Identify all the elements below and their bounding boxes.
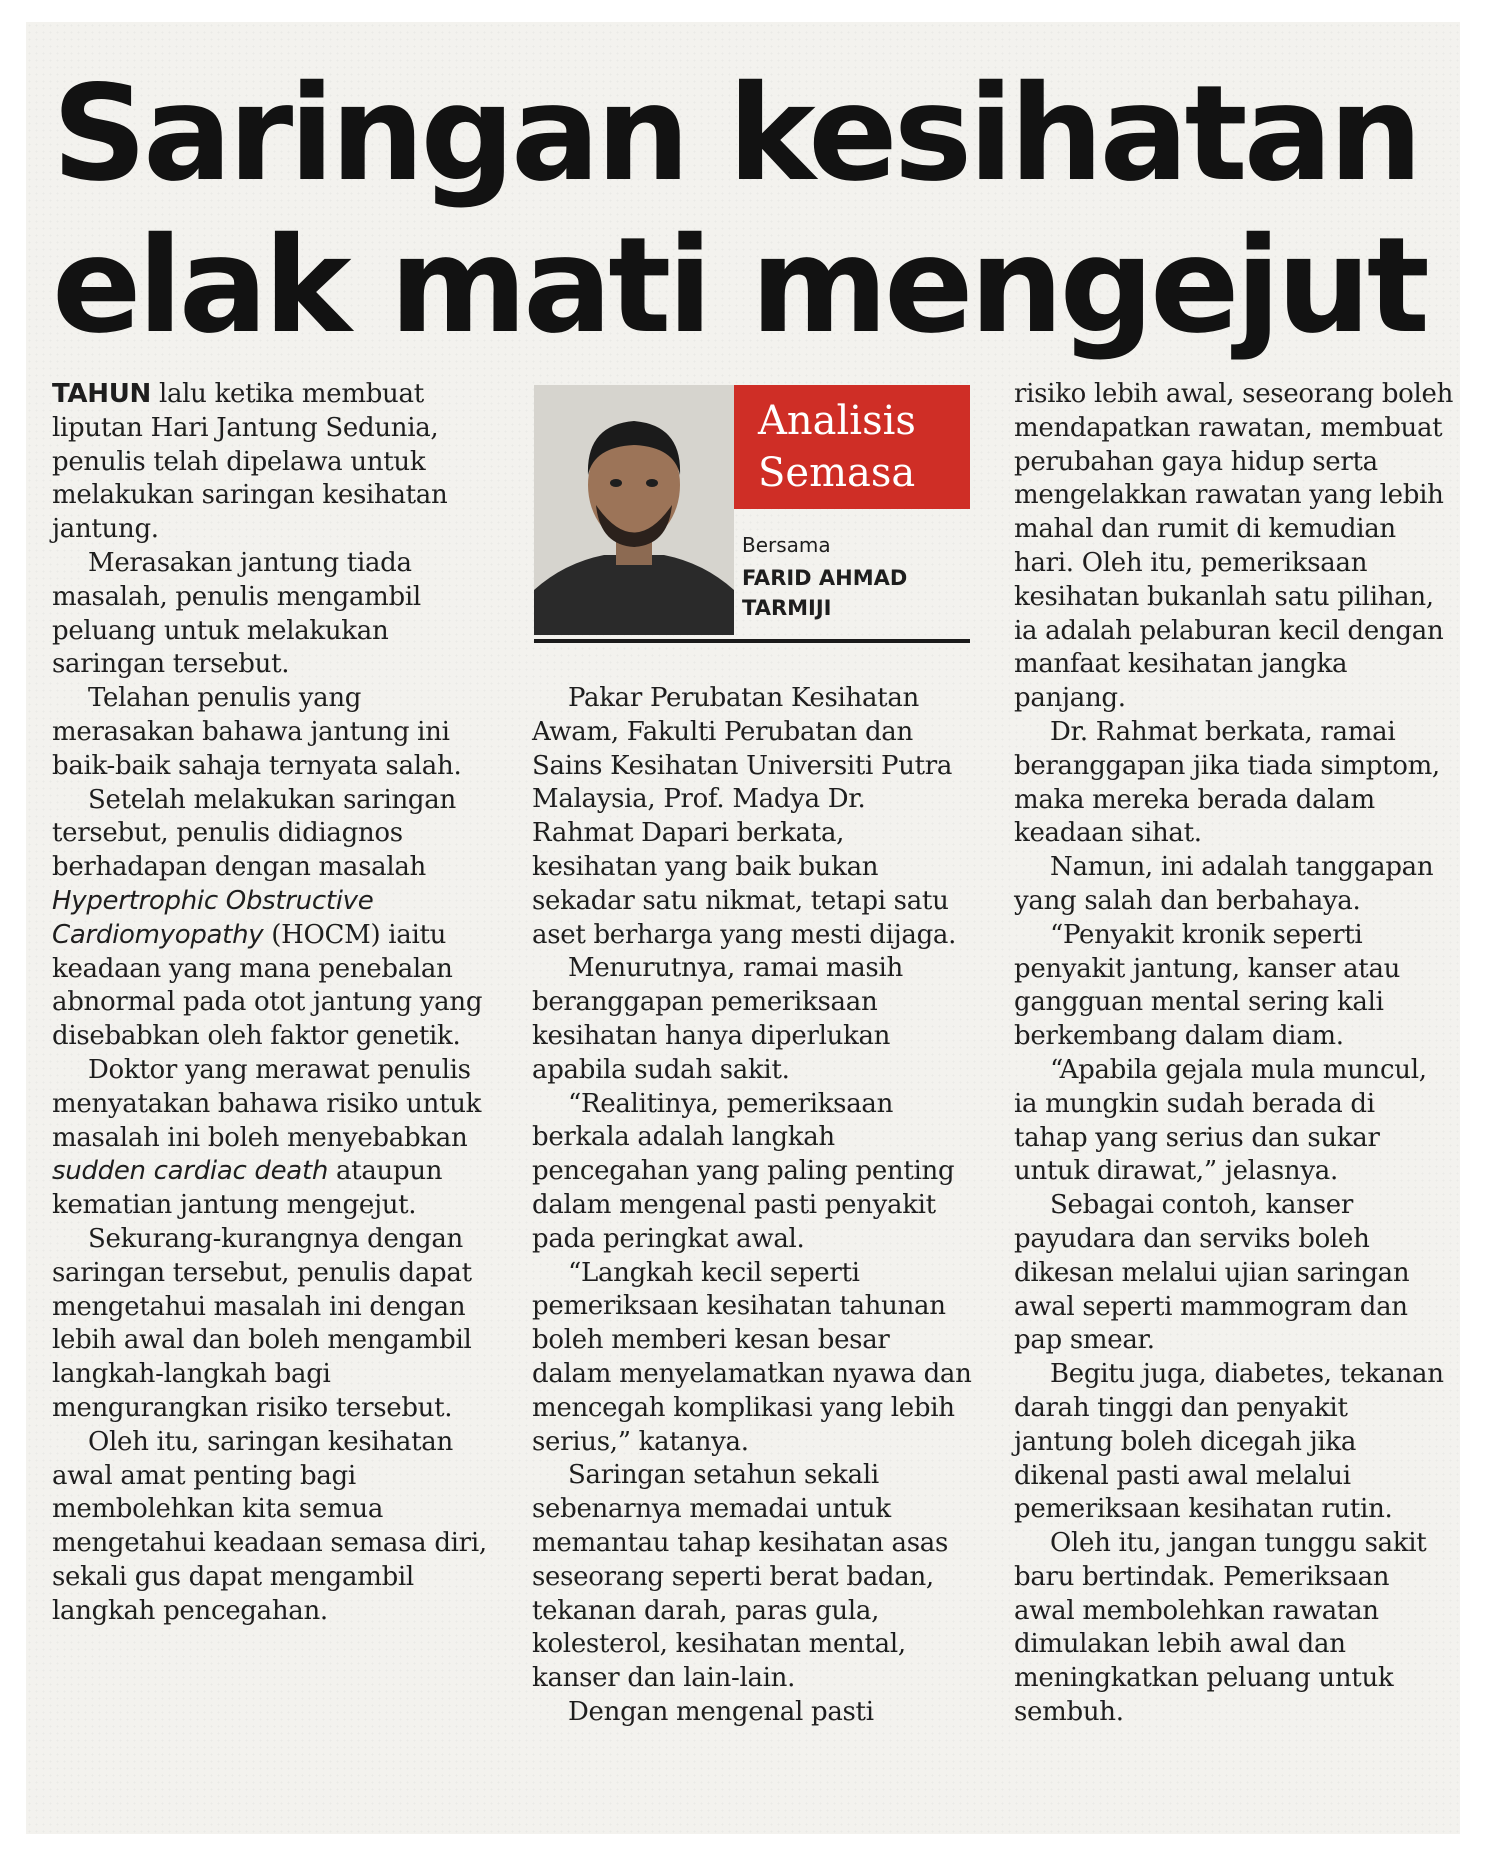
headline (52, 57, 1426, 363)
article-column-2 (532, 682, 972, 1730)
headline-line-2: elak mati mengejut (52, 209, 1426, 363)
column-title-box (734, 385, 970, 509)
column-badge (534, 385, 970, 643)
paragraph: Dengan mengenal pasti (568, 1696, 874, 1727)
paragraph-text: ataupun kematian jantung mengejut. (52, 1156, 443, 1221)
paragraph (52, 1054, 492, 1223)
paragraph: Dr. Rahmat berkata, ramai beranggapan jika tiada simptom, maka mereka berada dalam keadaan sihat. (1014, 716, 1440, 849)
paragraph (52, 378, 492, 547)
paragraph: Oleh itu, saringan kesihatan awal amat penting bagi membolehkan kita semua mengetahui keadaan semasa diri, sekali gus dapat mengambil langkah pencegahan. (52, 1426, 487, 1626)
paragraph: “Langkah kecil seperti pemeriksaan kesihatan tahunan boleh memberi kesan besar dalam menyelamatkan nyawa dan mencegah komplikasi yang lebih serius,” katanya. (532, 1257, 972, 1457)
medical-term: sudden cardiac death (52, 1156, 329, 1187)
paragraph: Menurutnya, ramai masih beranggapan pemeriksaan kesihatan hanya diperlukan apabila sudah sakit. (532, 953, 903, 1085)
article-column-3 (1014, 378, 1454, 1730)
paragraph: “Apabila gejala mula muncul, ia mungkin sudah berada di tahap yang serius dan sukar untuk dirawat,” jelasnya. (1014, 1054, 1427, 1187)
author-name-line-1: FARID AHMAD (742, 566, 908, 590)
paragraph: Sebagai contoh, kanser payudara dan serviks boleh dikesan melalui ujian saringan awal seperti mammogram dan pap smear. (1014, 1190, 1410, 1356)
paragraph: Saringan setahun sekali sebenarnya memadai untuk memantau tahap kesihatan asas seseorang seperti berat badan, tekanan darah, paras gula, kolesterol, kesihatan mental, kanser dan lain-lain. (532, 1460, 948, 1694)
article-column-1 (52, 378, 492, 1628)
headline-line-1: Saringan kesihatan (52, 57, 1419, 211)
paragraph-text: Setelah melakukan saringan tersebut, penulis didiagnos berhadapan dengan masalah (52, 784, 456, 883)
paragraph-text: lalu ketika membuat liputan Hari Jantung Sedunia, penulis telah dipelawa untuk melakukan saringan kesihatan jantung. (52, 379, 448, 545)
lead-word: TAHUN (52, 379, 151, 409)
paragraph: “Penyakit kronik seperti penyakit jantung, kanser atau gangguan mental sering kali berkembang dalam diam. (1014, 919, 1401, 1052)
byline-label: Bersama (742, 533, 831, 557)
medical-term: Hypertrophic Obstructive Cardiomyopathy (52, 885, 374, 950)
paragraph: Namun, ini adalah tanggapan yang salah dan berbahaya. (1014, 852, 1434, 916)
author-photo (534, 385, 734, 635)
column-title-line-2: Semasa (758, 450, 916, 496)
column-title (758, 395, 916, 499)
paragraph: Telahan penulis yang merasakan bahawa jantung ini baik-baik sahaja ternyata salah. (52, 683, 462, 781)
paragraph: Begitu juga, diabetes, tekanan darah tinggi dan penyakit jantung boleh dicegah jika dikenal pasti awal melalui pemeriksaan kesihatan rutin. (1014, 1359, 1444, 1525)
paragraph: risiko lebih awal, seseorang boleh mendapatkan rawatan, membuat perubahan gaya hidup serta mengelakkan rawatan yang lebih mahal dan rumit di kemudian hari. Oleh itu, pemeriksaan kesihatan bukanlah satu pilihan, ia adalah pelaburan kecil dengan manfaat kesihatan jangka panjang. (1014, 379, 1454, 714)
author-name-line-2: TARMIJI (742, 596, 832, 620)
author-name (742, 563, 968, 623)
paragraph: Merasakan jantung tiada masalah, penulis mengambil peluang untuk melakukan saringan tersebut. (52, 547, 421, 680)
paragraph: Sekurang-kurangnya dengan saringan tersebut, penulis dapat mengetahui masalah ini dengan lebih awal dan boleh mengambil langkah-langkah bagi mengurangkan risiko tersebut. (52, 1223, 472, 1423)
column-title-line-1: Analisis (758, 398, 916, 444)
paragraph (52, 784, 492, 1054)
paragraph-text: Doktor yang merawat penulis menyatakan bahawa risiko untuk masalah ini boleh menyebabkan (52, 1054, 482, 1153)
paragraph: Pakar Perubatan Kesihatan Awam, Fakulti Perubatan dan Sains Kesihatan Universiti Putra Malaysia, Prof. Madya Dr. Rahmat Dapari berkata, kesihatan yang baik bukan sekadar satu nikmat, tetapi satu aset berharga yang mesti dijaga. (532, 683, 957, 950)
paragraph: Oleh itu, jangan tunggu sakit baru bertindak. Pemeriksaan awal membolehkan rawatan dimulakan lebih awal dan meningkatkan peluang untuk sembuh. (1014, 1528, 1427, 1728)
paragraph-text: (HOCM) iaitu keadaan yang mana penebalan abnormal pada otot jantung yang disebabkan oleh faktor genetik. (52, 919, 483, 1052)
paragraph: “Realitinya, pemeriksaan berkala adalah langkah pencegahan yang paling penting dalam mengenal pasti penyakit pada peringkat awal. (532, 1088, 955, 1254)
author-portrait-icon (534, 385, 734, 635)
